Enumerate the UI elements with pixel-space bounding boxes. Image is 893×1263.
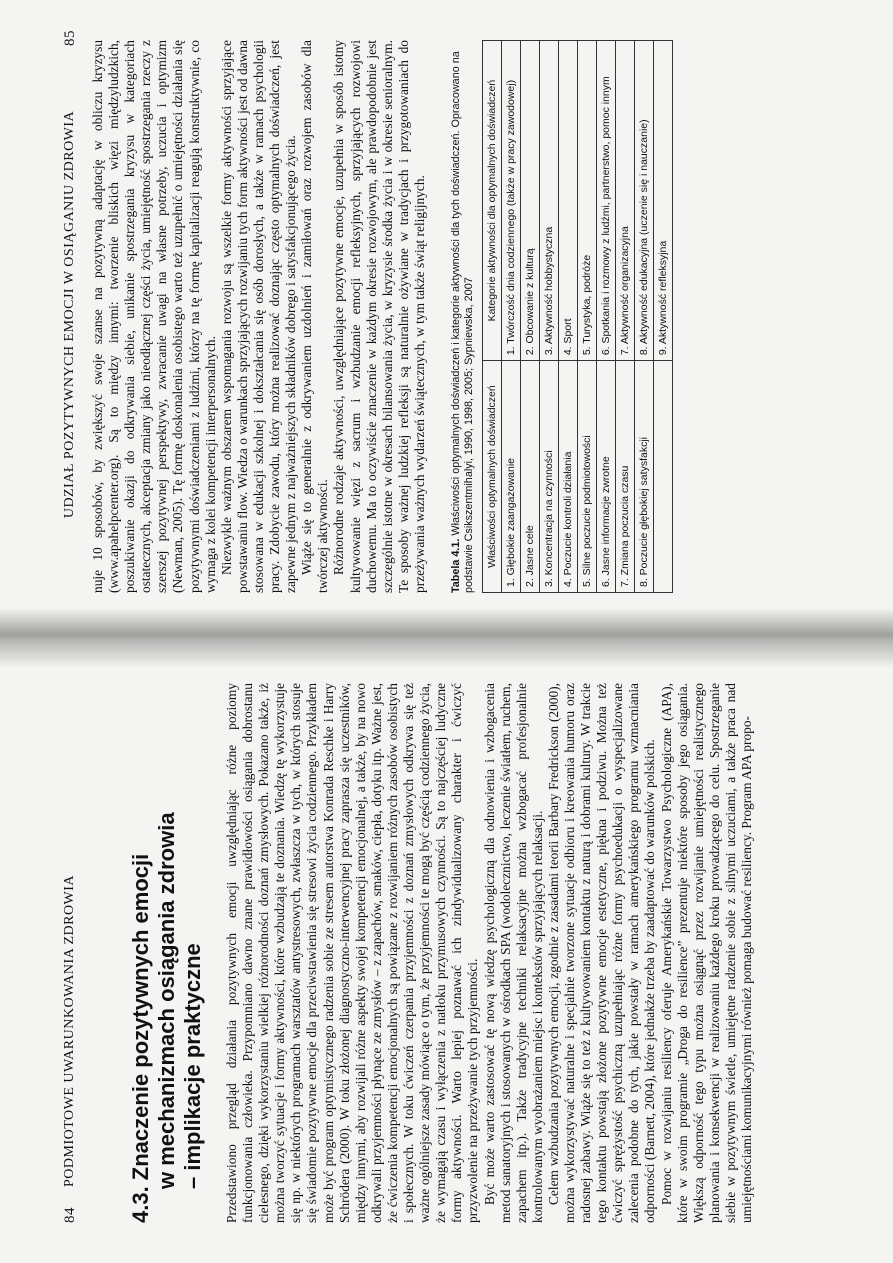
section-title-line-2: w mechanizmach osiągania zdrowia	[154, 812, 179, 1189]
table-cell: 5. Turystyka, podróże	[577, 41, 596, 361]
right-page-number: 85	[62, 30, 78, 46]
table-cell: 5. Silne poczucie podmiotowości	[577, 361, 596, 593]
section-title	[128, 683, 206, 1223]
table-cell: 9. Aktywność refleksyjna	[653, 41, 672, 361]
paragraph: Wiąże się to generalnie z odkrywaniem uzdolnień i zamiłowań oraz rozwojem zasobów dla twórczej aktywności.	[299, 40, 331, 593]
table-header-row	[482, 41, 501, 593]
table-header-cell: Właściwości optymalnych doświadczeń	[482, 361, 501, 593]
table-row	[596, 41, 615, 593]
paragraph: Przedstawiono przegląd działania pozytywnych emocji uwzględniając różne poziomy funkcjonowania człowieka. Przypomniano dawno znane prawidłowości osiągania dobrostanu cielesnego, dzięki wykorzystaniu wielkiej różnorodności doznań zmysłowych. Pokazano także, iż można tworzyć sytuacje i formy aktywności, które wzbudzają te doznania. Wiedzę tę wykorzystuje się np. w niektórych programach warsztatów antystresowych, zwłaszcza w tych, w których stosuje się świadomie pozytywne emocje dla przeciwstawienia się stresowi życia codziennego. Przykładem może być program optymistycznego radzenia sobie ze stresem autorstwa Konrada Reschke i Harry Schrödera (2000). W toku złożonej diagnostyczno-interwencyjnej pracy zaprasza się uczestników, między innymi, aby rozwijali różne aspekty swojej kompetencji emocjonalnej, a także, by na nowo odkrywali przyjemności płynące ze zmysłów – z zapachów, smaków, ciepła, dotyku itp. Ważne jest, że ćwiczenia kompetencji emocjonalnych są powiązane z rozwijaniem różnych zasobów osobistych i społecznych. W toku ćwiczeń czerpania przyjemności z doznań zmysłowych odkrywa się też ważne ogólniejsze zasady mówiące o tym, że przyjemności te mogą być częścią codziennego życia, że wymagają czasu i wyłączenia z natłoku przymusowych czynności. Są to najczęściej ludyczne formy aktywności. Warto lepiej poznawać ich zindywidualizowany charakter i ćwiczyć przyzwolenie na przeżywanie tych przyjemności.	[224, 683, 481, 1223]
table-caption	[450, 40, 476, 593]
right-page-header	[62, 30, 79, 583]
paragraph: Niezwykle ważnym obszarem wspomagania rozwoju są wszelkie formy aktywności sprzyjające powstawaniu flow. Wiedza o warunkach sprzyjających rozwijaniu tych form aktywności jest od dawna stosowana w edukacji szkolnej i dokształcania się osób dorosłych, a także w ramach psychologii pracy. Zdobycie zawodu, który można realizować doznając często optymalnych doświadczeń, jest zapewne jednym z najważniejszych składników dobrego i satysfakcjonującego życia.	[218, 40, 299, 593]
table-cell: 3. Koncentracja na czynności	[539, 361, 558, 593]
table-cell	[653, 361, 672, 593]
left-running-header: PODMIOTOWE UWARUNKOWANIA ZDROWIA	[62, 874, 77, 1187]
right-body-text	[90, 40, 428, 593]
table-cell: 6. Jasne informacje zwrotne	[596, 361, 615, 593]
table-cell: 2. Jasne cele	[520, 361, 539, 593]
table-caption-text: Właściwości optymalnych doświadczeń i kategorie aktywności dla tych doświadczeń. Opracowano na podstawie Csikszentmihalyi, 1990, 1998, 2005; Sypniewska, 2007	[449, 51, 475, 593]
table-row	[558, 41, 577, 593]
left-page-header	[62, 683, 79, 1223]
table-cell: 2. Obcowanie z kulturą	[520, 41, 539, 361]
table-row	[577, 41, 596, 593]
table-cell: 8. Aktywność edukacyjna (uczenie się i nauczanie)	[634, 41, 653, 361]
table-row	[539, 41, 558, 593]
table-row	[653, 41, 672, 593]
table-header-cell: Kategorie aktywności dla optymalnych doświadczeń	[482, 41, 501, 361]
table-row	[501, 41, 520, 593]
paragraph: Różnorodne rodzaje aktywności, uwzględniające pozytywne emocje, uzupełnia w sposób istotny kultywowanie więzi z sacrum i wzbudzanie emocji refleksyjnych, sprzyjających rozwojowi duchowemu. Ma to oczywiście znaczenie w każdym okresie rozwojowym, ale prawdopodobnie jest szczególnie istotne w okresach bilansowania życia, w kryzysie środka życia i w okresie senioralnym. Te sposoby ważnej ludzkiej refleksji są naturalnie ożywiane w tradycjach i przygotowaniach do przeżywania ważnych wydarzeń świątecznych, w tym także świąt religijnych.	[331, 40, 427, 593]
table-row	[615, 41, 634, 593]
optimal-experience-table	[482, 40, 673, 593]
left-page-number: 84	[62, 1207, 78, 1223]
table-cell: 6. Spotkania i rozmowy z ludźmi, partnerstwo, pomoc innym	[596, 41, 615, 361]
left-page	[0, 643, 893, 1263]
right-running-header: UDZIAŁ POZYTYWNYCH EMOCJI W OSIĄGANIU ZDROWIA	[62, 110, 77, 519]
left-body-text	[224, 683, 755, 1223]
table-cell: 7. Zmiana poczucia czasu	[615, 361, 634, 593]
table-cell: 3. Aktywność hobbystyczna	[539, 41, 558, 361]
table-caption-label: Tabela 4.1.	[449, 538, 462, 593]
table-cell: 8. Poczucie głębokiej satysfakcji	[634, 361, 653, 593]
table-row	[634, 41, 653, 593]
paragraph: Pomoc w rozwijaniu resiliency oferuje Amerykańskie Towarzystwo Psychologiczne (APA), które w swoim programie „Droga do resilience” prezentuje niektóre sposoby jego osiągania. Większą odporność tego typu można osiągnąć przez rozwijanie umiejętności realistycznego planowania i konsekwencji w realizowaniu każdego kroku prowadzącego do celu. Spostrzeganie siebie w pozytywnym świetle, umiejętne radzenie sobie z silnymi uczuciami, a także praca nad umiejętnościami komunikacyjnymi również pomaga budować resiliency. Program APA propo-	[658, 683, 754, 1223]
section-title-line-3: – implikacje praktyczne	[180, 943, 205, 1189]
section-title-line-1: 4.3. Znaczenie pozytywnych emocji	[128, 853, 153, 1223]
table-cell: 7. Aktywność organizacyjna	[615, 41, 634, 361]
table-cell: 1. Głębokie zaangażowanie	[501, 361, 520, 593]
paragraph: Być może warto zastosować tę nową wiedzę psychologiczną dla odnowienia i wzbogacenia metod sanatoryjnych i stosowanych w ośrodkach SPA (wodolecznictwo, leczenie światłem, ruchem, zapachem itp.). Także tradycyjne techniki relaksacyjne można wzbogacać profesjonalnie kontrolowanym wyobrażaniem miejsc i kontekstów sprzyjających relaksacji.	[481, 683, 545, 1223]
right-page	[0, 0, 893, 623]
table-cell: 4. Poczucie kontroli działania	[558, 361, 577, 593]
table-cell: 1. Twórczość dnia codziennego (także w pracy zawodowej)	[501, 41, 520, 361]
paragraph: Celem wzbudzania pozytywnych emocji, zgodnie z zasadami teorii Barbary Fredrickson (2000), można wykorzystywać naturalne i specjalnie tworzone sytuacje odbioru i kreowania humoru oraz radosnej zabawy. Wiąże się to też z kultywowaniem kontaktu z naturą i dobrami kultury. W trakcie tego kontaktu powstają złożone pozytywne emocje estetyczne, piękna i podziwu. Można też ćwiczyć sprężystość psychiczną uzupełniając różne formy psychoedukacji o wyspecjalizowane zalecenia podobne do tych, jakie powstały w ramach amerykańskiego programu wzmacniania odporności (Barnett, 2004), które jednakże trzeba by zaadaptować do warunków polskich.	[545, 683, 658, 1223]
table-cell: 4. Sport	[558, 41, 577, 361]
table-row	[520, 41, 539, 593]
paragraph: nuje 10 sposobów, by zwiększyć swoje szanse na pozytywną adaptację w obliczu kryzysu (www.apahelpcenter.org). Są to między innymi: tworzenie bliskich więzi międzyludzkich, poszukiwanie okazji do odkrywania siebie, unikanie spostrzegania kryzysu w kategoriach ostatecznych, akceptacja zmiany jako nieodłącznej części życia, umiejętność spostrzegania rzeczy z szerszej pozytywnej perspektywy, zwracanie uwagi na własne potrzeby, uczucia i optymizm (Newman, 2005). Tę formę doskonalenia osobistego warto też uzupełnić o umiejętności działania się pozytywnymi doświadczeniami z ludźmi, którzy na tę formę kapitalizacji reagują konstruktywnie, co wymaga z kolei kompetencji interpersonalnych.	[90, 40, 218, 593]
